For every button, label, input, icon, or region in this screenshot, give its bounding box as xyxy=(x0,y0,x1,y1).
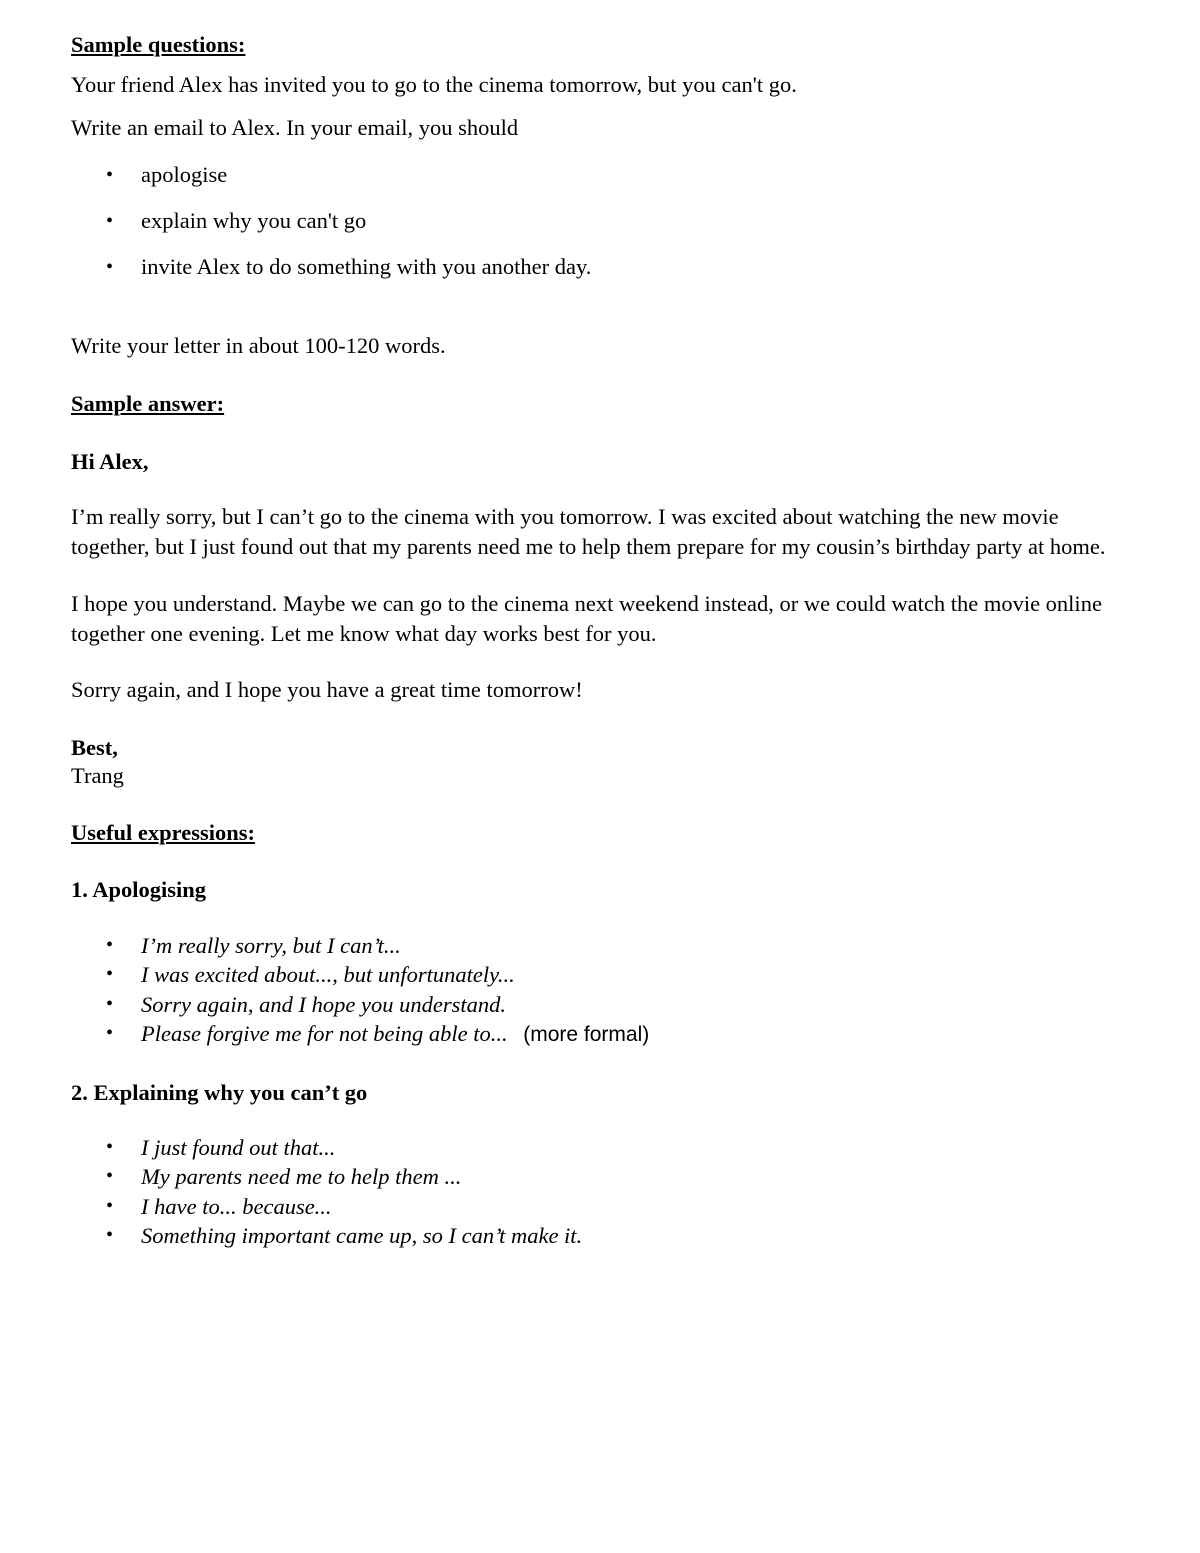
letter-greeting: Hi Alex, xyxy=(71,449,149,474)
task-instruction: Write an email to Alex. In your email, you should xyxy=(71,115,519,140)
bullet-icon: • xyxy=(106,210,114,232)
letter-paragraph: I hope you understand. Maybe we can go to the cinema next weekend instead, or we could watch the movie online together one evening. Let me know what day works best for you. xyxy=(71,591,1102,646)
expression-note: (more formal) xyxy=(523,1023,650,1046)
bullet-icon: • xyxy=(106,992,114,1015)
expression-phrase: Please forgive me for not being able to... xyxy=(141,1021,508,1046)
list-item xyxy=(71,1221,1141,1251)
list-item xyxy=(71,990,1141,1020)
bullet-icon: • xyxy=(106,933,114,956)
expression-phrase: Something important came up, so I can’t make it. xyxy=(141,1223,583,1248)
letter-signature: Trang xyxy=(71,762,124,788)
bullet-icon: • xyxy=(106,1194,114,1217)
bullet-icon: • xyxy=(106,1135,114,1158)
list-item xyxy=(71,206,1141,236)
bullet-icon: • xyxy=(106,256,114,278)
section-title-explaining: 2. Explaining why you can’t go xyxy=(71,1079,368,1105)
expression-phrase: I just found out that... xyxy=(141,1134,336,1160)
expression-phrase: I have to... because... xyxy=(141,1193,332,1219)
expression-phrase: I was excited about..., but unfortunately... xyxy=(141,962,515,987)
task-points-list xyxy=(71,160,1141,282)
list-item xyxy=(71,1192,1141,1222)
letter-closing: Best, xyxy=(71,734,118,760)
apologising-expressions-list xyxy=(71,931,1141,1050)
bullet-icon: • xyxy=(106,1224,114,1246)
bullet-icon: • xyxy=(106,1165,114,1187)
sample-answer-heading: Sample answer: xyxy=(71,391,225,416)
expression-phrase: Sorry again, and I hope you understand. xyxy=(141,991,506,1017)
document-page xyxy=(71,30,1141,1251)
list-item xyxy=(71,160,1141,190)
letter-paragraph: Sorry again, and I hope you have a great time tomorrow! xyxy=(71,677,583,702)
expression-phrase: I’m really sorry, but I can’t... xyxy=(141,932,401,958)
task-point: apologise xyxy=(141,162,228,187)
list-item xyxy=(71,1133,1141,1163)
task-point: explain why you can't go xyxy=(141,208,367,233)
list-item xyxy=(71,1162,1141,1192)
list-item xyxy=(71,931,1141,961)
bullet-icon: • xyxy=(106,1022,114,1044)
task-intro: Your friend Alex has invited you to go to the cinema tomorrow, but you can't go. xyxy=(71,72,797,97)
expression-phrase: My parents need me to help them ... xyxy=(141,1164,462,1189)
bullet-icon: • xyxy=(106,963,114,985)
useful-expressions-heading: Useful expressions: xyxy=(71,819,255,845)
list-item xyxy=(71,252,1141,282)
list-item xyxy=(71,960,1141,990)
letter-paragraph: I’m really sorry, but I can’t go to the cinema with you tomorrow. I was excited about watching the new movie together, but I just found out that my parents need me to help them prepare for my cousin’s birthday party at home. xyxy=(71,504,1106,559)
section-title-apologising: 1. Apologising xyxy=(71,876,207,902)
letter-body xyxy=(71,502,1141,705)
list-item xyxy=(71,1019,1141,1050)
bullet-icon: • xyxy=(106,164,114,186)
task-point: invite Alex to do something with you another day. xyxy=(141,254,592,279)
word-limit: Write your letter in about 100-120 words. xyxy=(71,333,446,358)
sample-questions-heading: Sample questions: xyxy=(71,32,246,57)
explaining-expressions-list xyxy=(71,1133,1141,1251)
